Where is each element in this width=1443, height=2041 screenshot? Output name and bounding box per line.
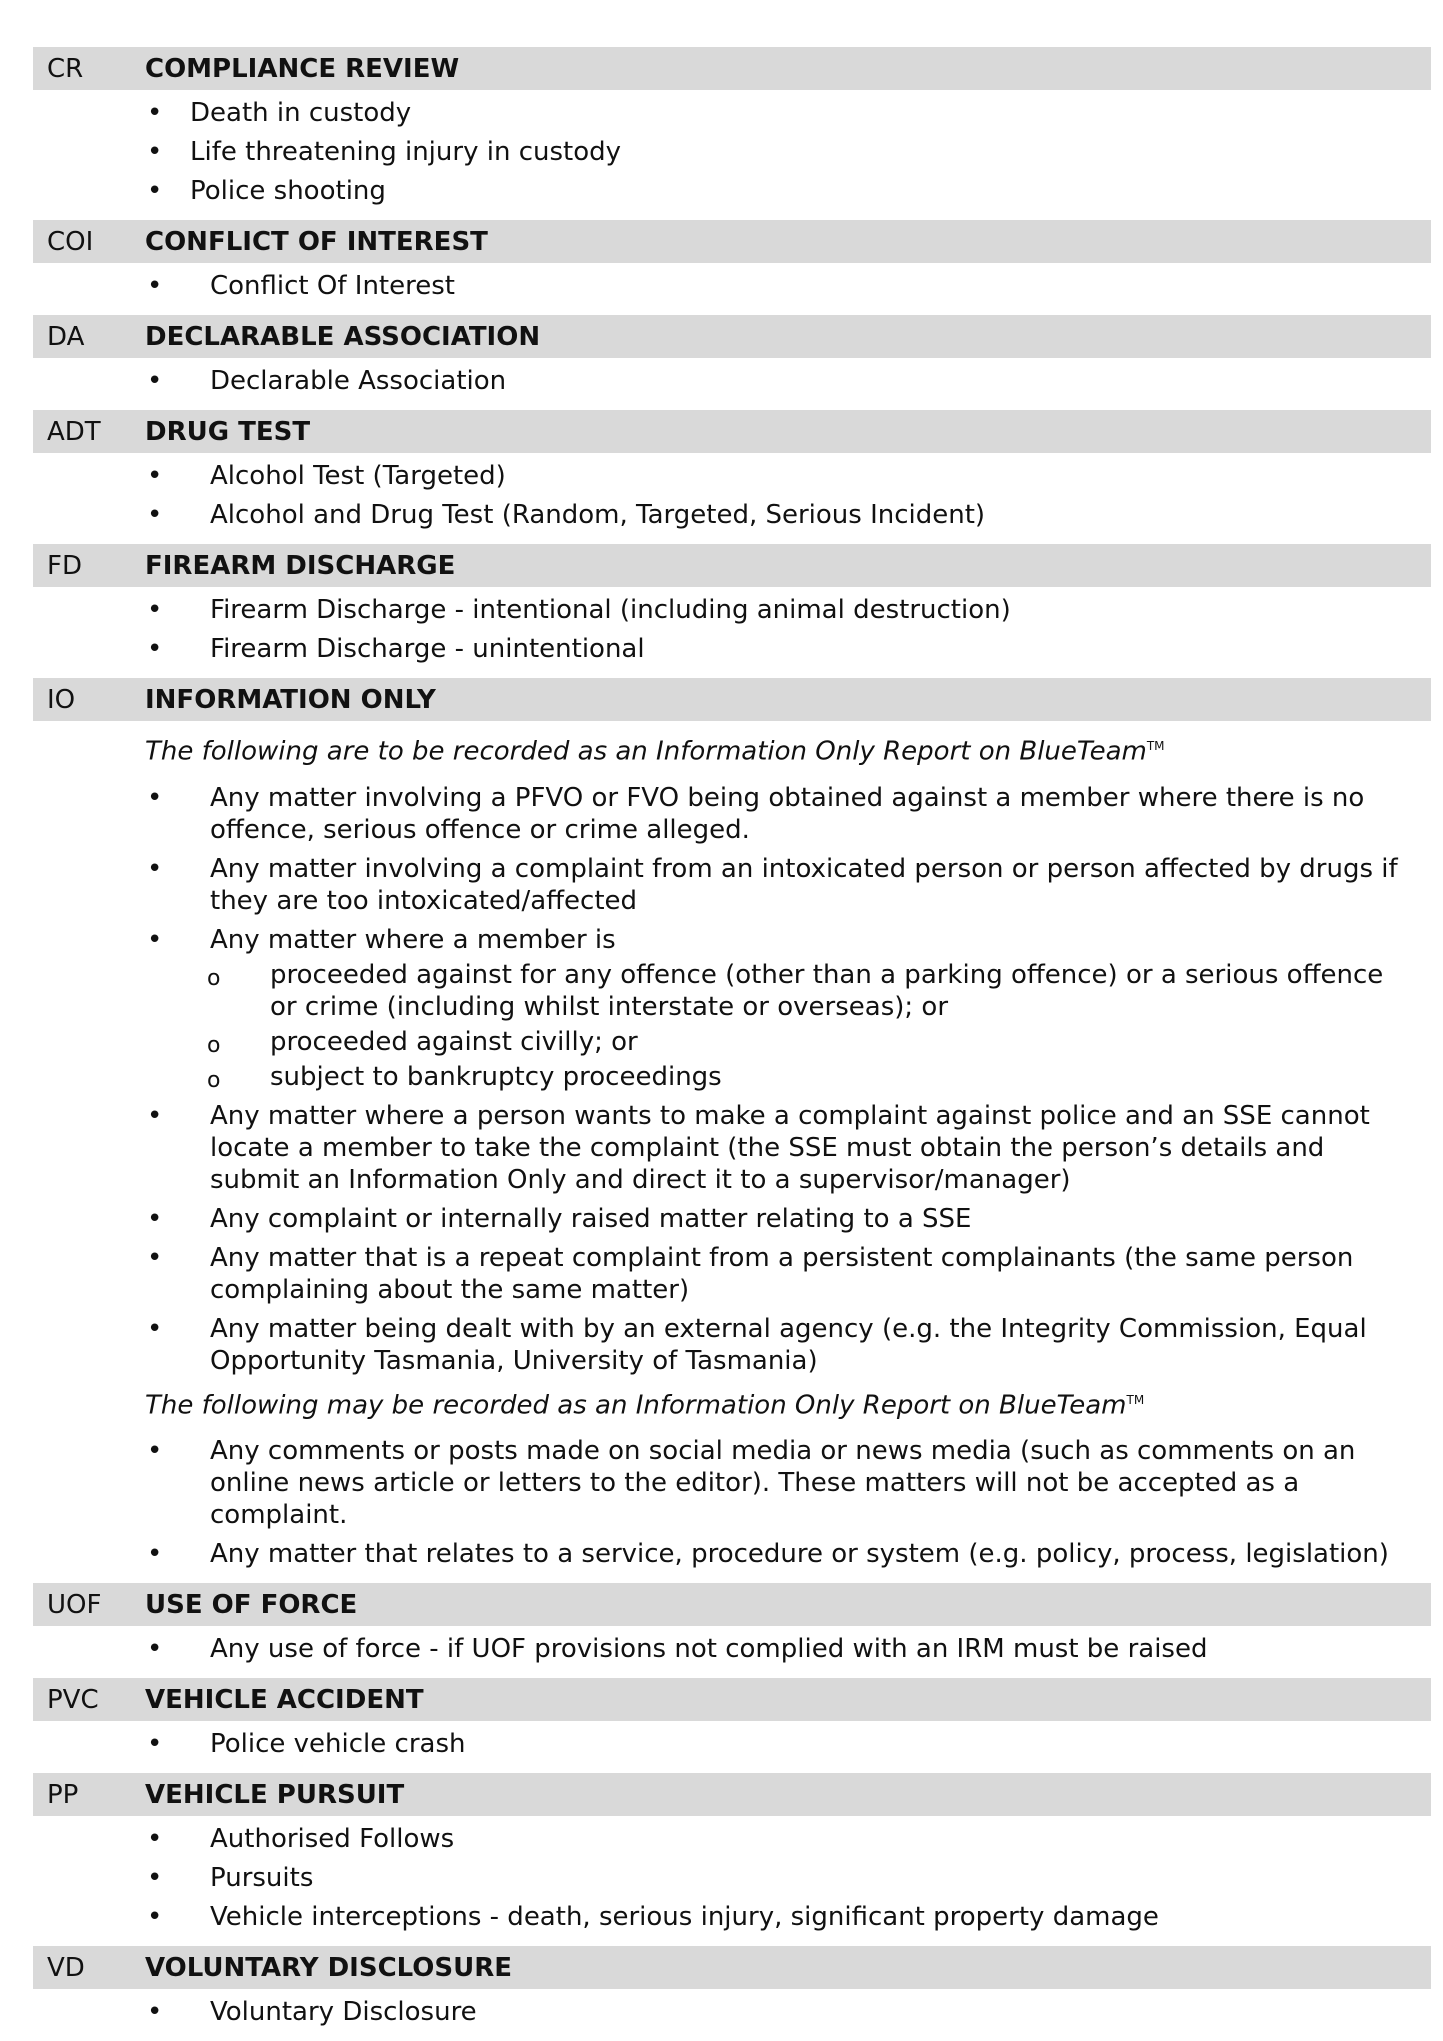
section-code: PP xyxy=(47,1779,79,1810)
section-header-fd xyxy=(33,544,1431,587)
bullet-icon: • xyxy=(147,1729,163,1760)
bullet-icon: • xyxy=(147,1436,163,1467)
list-item: • Any use of force - if UOF provisions not complied with an IRM must be raised xyxy=(147,1634,1208,1665)
section-header-pp xyxy=(33,1773,1431,1816)
section-body-io xyxy=(33,721,1431,1583)
section-code: IO xyxy=(47,684,76,715)
list-item: • Declarable Association xyxy=(147,366,507,396)
bullet-icon: • xyxy=(147,271,163,301)
list-item: • Any complaint or internally raised matter relating to a SSE xyxy=(147,1203,972,1234)
list-item: • Firearm Discharge - intentional (including animal destruction) xyxy=(147,595,1011,625)
bullet-icon: • xyxy=(147,1824,163,1855)
bullet-icon: • xyxy=(147,366,163,396)
bullet-icon: • xyxy=(147,1242,163,1273)
circle-bullet-icon: o xyxy=(207,965,221,991)
list-item: • Vehicle interceptions - death, serious injury, significant property damage xyxy=(147,1902,1159,1933)
bullet-icon: • xyxy=(147,1863,163,1894)
section-body-cr xyxy=(33,90,1431,220)
section-code: FD xyxy=(47,550,82,581)
section-title: DRUG TEST xyxy=(145,416,311,447)
section-body-pvc xyxy=(33,1721,1431,1773)
section-header-cr xyxy=(33,47,1431,90)
circle-bullet-icon: o xyxy=(207,1067,221,1093)
list-item: • Any matter that is a repeat complaint from a persistent complainants (the same person complaining about the same matter) xyxy=(147,1242,1354,1305)
section-code: CR xyxy=(47,53,84,84)
section-header-da xyxy=(33,315,1431,358)
bullet-icon: • xyxy=(147,461,163,491)
section-title: VEHICLE PURSUIT xyxy=(145,1779,405,1810)
section-body-adt xyxy=(33,453,1431,544)
list-item: • Firearm Discharge - unintentional xyxy=(147,634,645,664)
bullet-icon: • xyxy=(147,1313,163,1344)
sub-list-item: o subject to bankruptcy proceedings xyxy=(33,1061,1431,1093)
trademark-mark: TM xyxy=(1146,739,1165,753)
list-item: • Any matter involving a PFVO or FVO being obtained against a member where there is no offence, serious offence or crime alleged. xyxy=(147,782,1365,845)
bullet-icon: • xyxy=(147,634,163,664)
list-item: • Alcohol Test (Targeted) xyxy=(147,461,506,491)
bullet-icon: • xyxy=(147,500,163,530)
section-header-vd xyxy=(33,1946,1431,1989)
bullet-icon: • xyxy=(147,1203,163,1234)
bullet-icon: • xyxy=(147,1539,163,1570)
list-item: • Death in custody xyxy=(147,98,412,128)
list-item: • Any comments or posts made on social media or news media (such as comments on an online news article or letters to the editor). These matters will not be accepted as a complaint. xyxy=(147,1436,1356,1531)
section-code: UOF xyxy=(47,1589,102,1620)
section-body-coi xyxy=(33,263,1431,315)
bullet-icon: • xyxy=(147,176,163,206)
list-item: • Life threatening injury in custody xyxy=(147,137,622,167)
list-item: • Any matter involving a complaint from an intoxicated person or person affected by drugs if they are too intoxicated/affected xyxy=(147,853,1398,916)
section-title: DECLARABLE ASSOCIATION xyxy=(145,321,541,352)
document xyxy=(33,47,1431,2041)
section-title: VOLUNTARY DISCLOSURE xyxy=(145,1952,513,1983)
section-title: USE OF FORCE xyxy=(145,1589,358,1620)
list-item: • Conflict Of Interest xyxy=(147,271,455,301)
list-item: • Alcohol and Drug Test (Random, Targeted, Serious Incident) xyxy=(147,500,986,530)
bullet-icon: • xyxy=(147,137,163,167)
section-code: PVC xyxy=(47,1684,99,1715)
bullet-icon: • xyxy=(147,782,163,813)
list-item: • Any matter where a member is xyxy=(147,924,616,955)
bullet-icon: • xyxy=(147,1902,163,1933)
list-item: • Pursuits xyxy=(147,1863,314,1894)
section-code: ADT xyxy=(47,416,101,447)
section-body-vd xyxy=(33,1989,1431,2041)
section-code: VD xyxy=(47,1952,85,1983)
section-title: CONFLICT OF INTEREST xyxy=(145,226,488,257)
section-header-adt xyxy=(33,410,1431,453)
section-body-fd xyxy=(33,587,1431,678)
section-body-uof xyxy=(33,1626,1431,1678)
section-title: VEHICLE ACCIDENT xyxy=(145,1684,424,1715)
trademark-mark: TM xyxy=(1126,1392,1145,1407)
section-title: COMPLIANCE REVIEW xyxy=(145,53,460,84)
bullet-icon: • xyxy=(147,924,163,955)
section-title: FIREARM DISCHARGE xyxy=(145,550,456,581)
list-item: • Police shooting xyxy=(147,176,386,206)
section-header-pvc xyxy=(33,1678,1431,1721)
list-item: • Any matter that relates to a service, procedure or system (e.g. policy, process, legislation) xyxy=(147,1539,1389,1570)
bullet-icon: • xyxy=(147,853,163,884)
bullet-icon: • xyxy=(147,1100,163,1131)
sub-list-item: o proceeded against for any offence (other than a parking offence) or a serious offence or crime (including whilst interstate or overseas); or xyxy=(207,959,1384,1022)
section-header-uof xyxy=(33,1583,1431,1626)
section-header-coi xyxy=(33,220,1431,263)
bullet-icon: • xyxy=(147,98,163,128)
bullet-icon: • xyxy=(147,595,163,625)
list-item: • Authorised Follows xyxy=(147,1824,455,1855)
list-item: • Police vehicle crash xyxy=(147,1729,466,1760)
section-header-io xyxy=(33,678,1431,721)
section-note: The following may be recorded as an Information Only Report on BlueTeam™ xyxy=(145,1390,1145,1421)
section-note: The following are to be recorded as an Information Only Report on BlueTeam™ xyxy=(145,736,1165,767)
section-body-da xyxy=(33,358,1431,410)
list-item: • Voluntary Disclosure xyxy=(147,1997,477,2028)
section-code: COI xyxy=(47,226,94,257)
sub-list-item: o proceeded against civilly; or xyxy=(33,1026,1431,1058)
circle-bullet-icon: o xyxy=(207,1032,221,1058)
section-code: DA xyxy=(47,321,85,352)
list-item: • Any matter being dealt with by an external agency (e.g. the Integrity Commission, Equal Opportunity Tasmania, University of Tasmania) xyxy=(147,1313,1367,1376)
bullet-icon: • xyxy=(147,1997,163,2028)
list-item: • Any matter where a person wants to make a complaint against police and an SSE cannot locate a member to take the complaint (the SSE must obtain the person’s details and submit an Information Only and direct it to a supervisor/manager) xyxy=(147,1100,1370,1195)
bullet-icon: • xyxy=(147,1634,163,1665)
section-body-pp xyxy=(33,1816,1431,1946)
section-title: INFORMATION ONLY xyxy=(145,684,436,715)
